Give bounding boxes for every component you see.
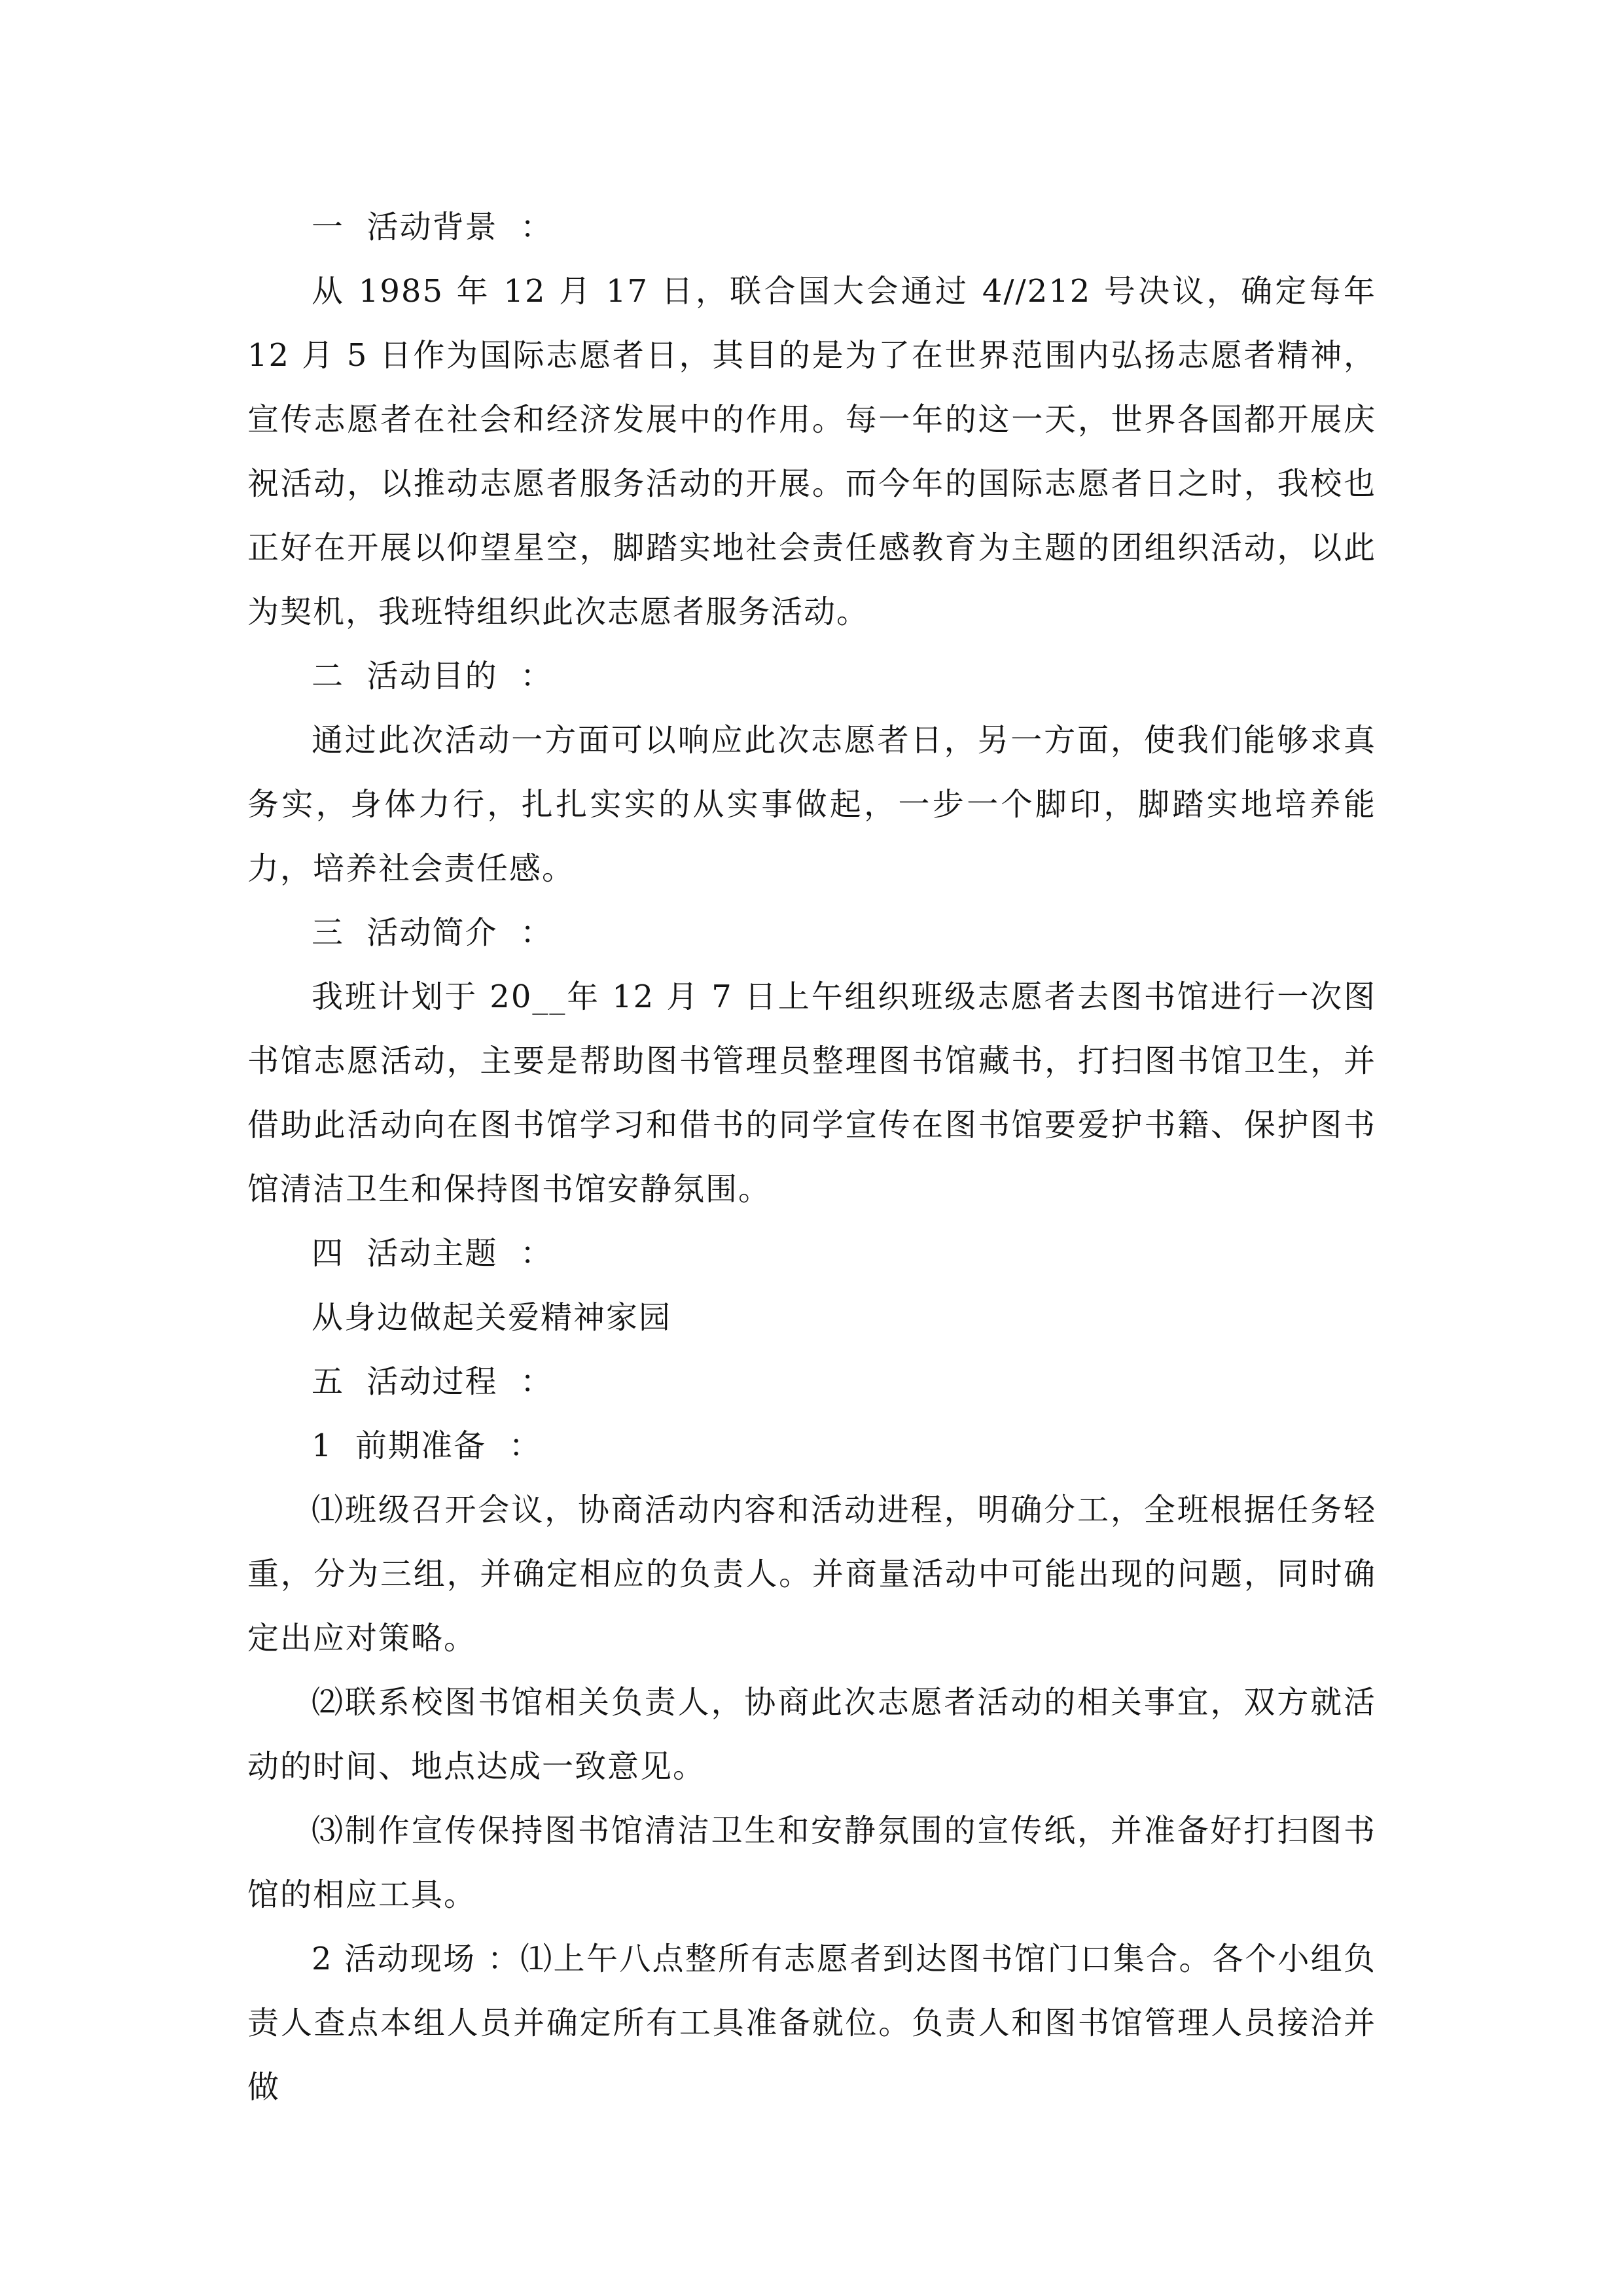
subsection-heading-preparation: 1 前期准备 ： (312, 1427, 542, 1464)
paragraph-on-site: 2 活动现场 ：⑴上午八点整所有志愿者到达图书馆门口集合。各个小组负责人查点本组人员并确定所有工具准备就位。负责人和图书馆管理人员接洽并做 (247, 1941, 1376, 2106)
document-body (247, 195, 1376, 2119)
section-heading-purpose: 二 活动目的 ： (312, 658, 554, 694)
paragraph-introduction: 我班计划于 20__年 12 月 7 日上午组织班级志愿者去图书馆进行一次图书馆志愿活动，主要是帮助图书管理员整理图书馆藏书，打扫图书馆卫生，并借助此活动向在图书馆学习和借书的同学宣传在图书馆要爱护书籍、保护图书馆清洁卫生和保持图书馆安静氛围。 (247, 978, 1376, 1208)
section-heading-introduction: 三 活动简介 ： (312, 914, 554, 951)
paragraph-preparation-3: ⑶制作宣传保持图书馆清洁卫生和安静氛围的宣传纸，并准备好打扫图书馆的相应工具。 (247, 1812, 1376, 1913)
section-heading-background: 一 活动背景 ： (312, 209, 554, 245)
paragraph-background: 从 1985 年 12 月 17 日，联合国大会通过 4//212 号决议，确定每年 12 月 5 日作为国际志愿者日，其目的是为了在世界范围内弘扬志愿者精神，宣传志愿者在社会和经济发展中的作用。每一年的这一天，世界各国都开展庆祝活动，以推动志愿者服务活动的开展。而今年的国际志愿者日之时，我校也正好在开展以仰望星空，脚踏实地社会责任感教育为主题的团组织活动，以此为契机，我班特组织此次志愿者服务活动。 (247, 273, 1376, 630)
section-heading-process: 五 活动过程 ： (312, 1363, 554, 1400)
paragraph-preparation-2: ⑵联系校图书馆相关负责人，协商此次志愿者活动的相关事宜，双方就活动的时间、地点达成一致意见。 (247, 1684, 1376, 1785)
paragraph-preparation-1: ⑴班级召开会议，协商活动内容和活动进程，明确分工，全班根据任务轻重，分为三组，并确定相应的负责人。并商量活动中可能出现的问题，同时确定出应对策略。 (247, 1492, 1376, 1657)
section-heading-theme: 四 活动主题 ： (312, 1235, 554, 1272)
paragraph-purpose: 通过此次活动一方面可以响应此次志愿者日，另一方面，使我们能够求真务实，身体力行，扎扎实实的从实事做起，一步一个脚印，脚踏实地培养能力，培养社会责任感。 (247, 722, 1376, 887)
paragraph-theme: 从身边做起关爱精神家园 (312, 1299, 672, 1336)
